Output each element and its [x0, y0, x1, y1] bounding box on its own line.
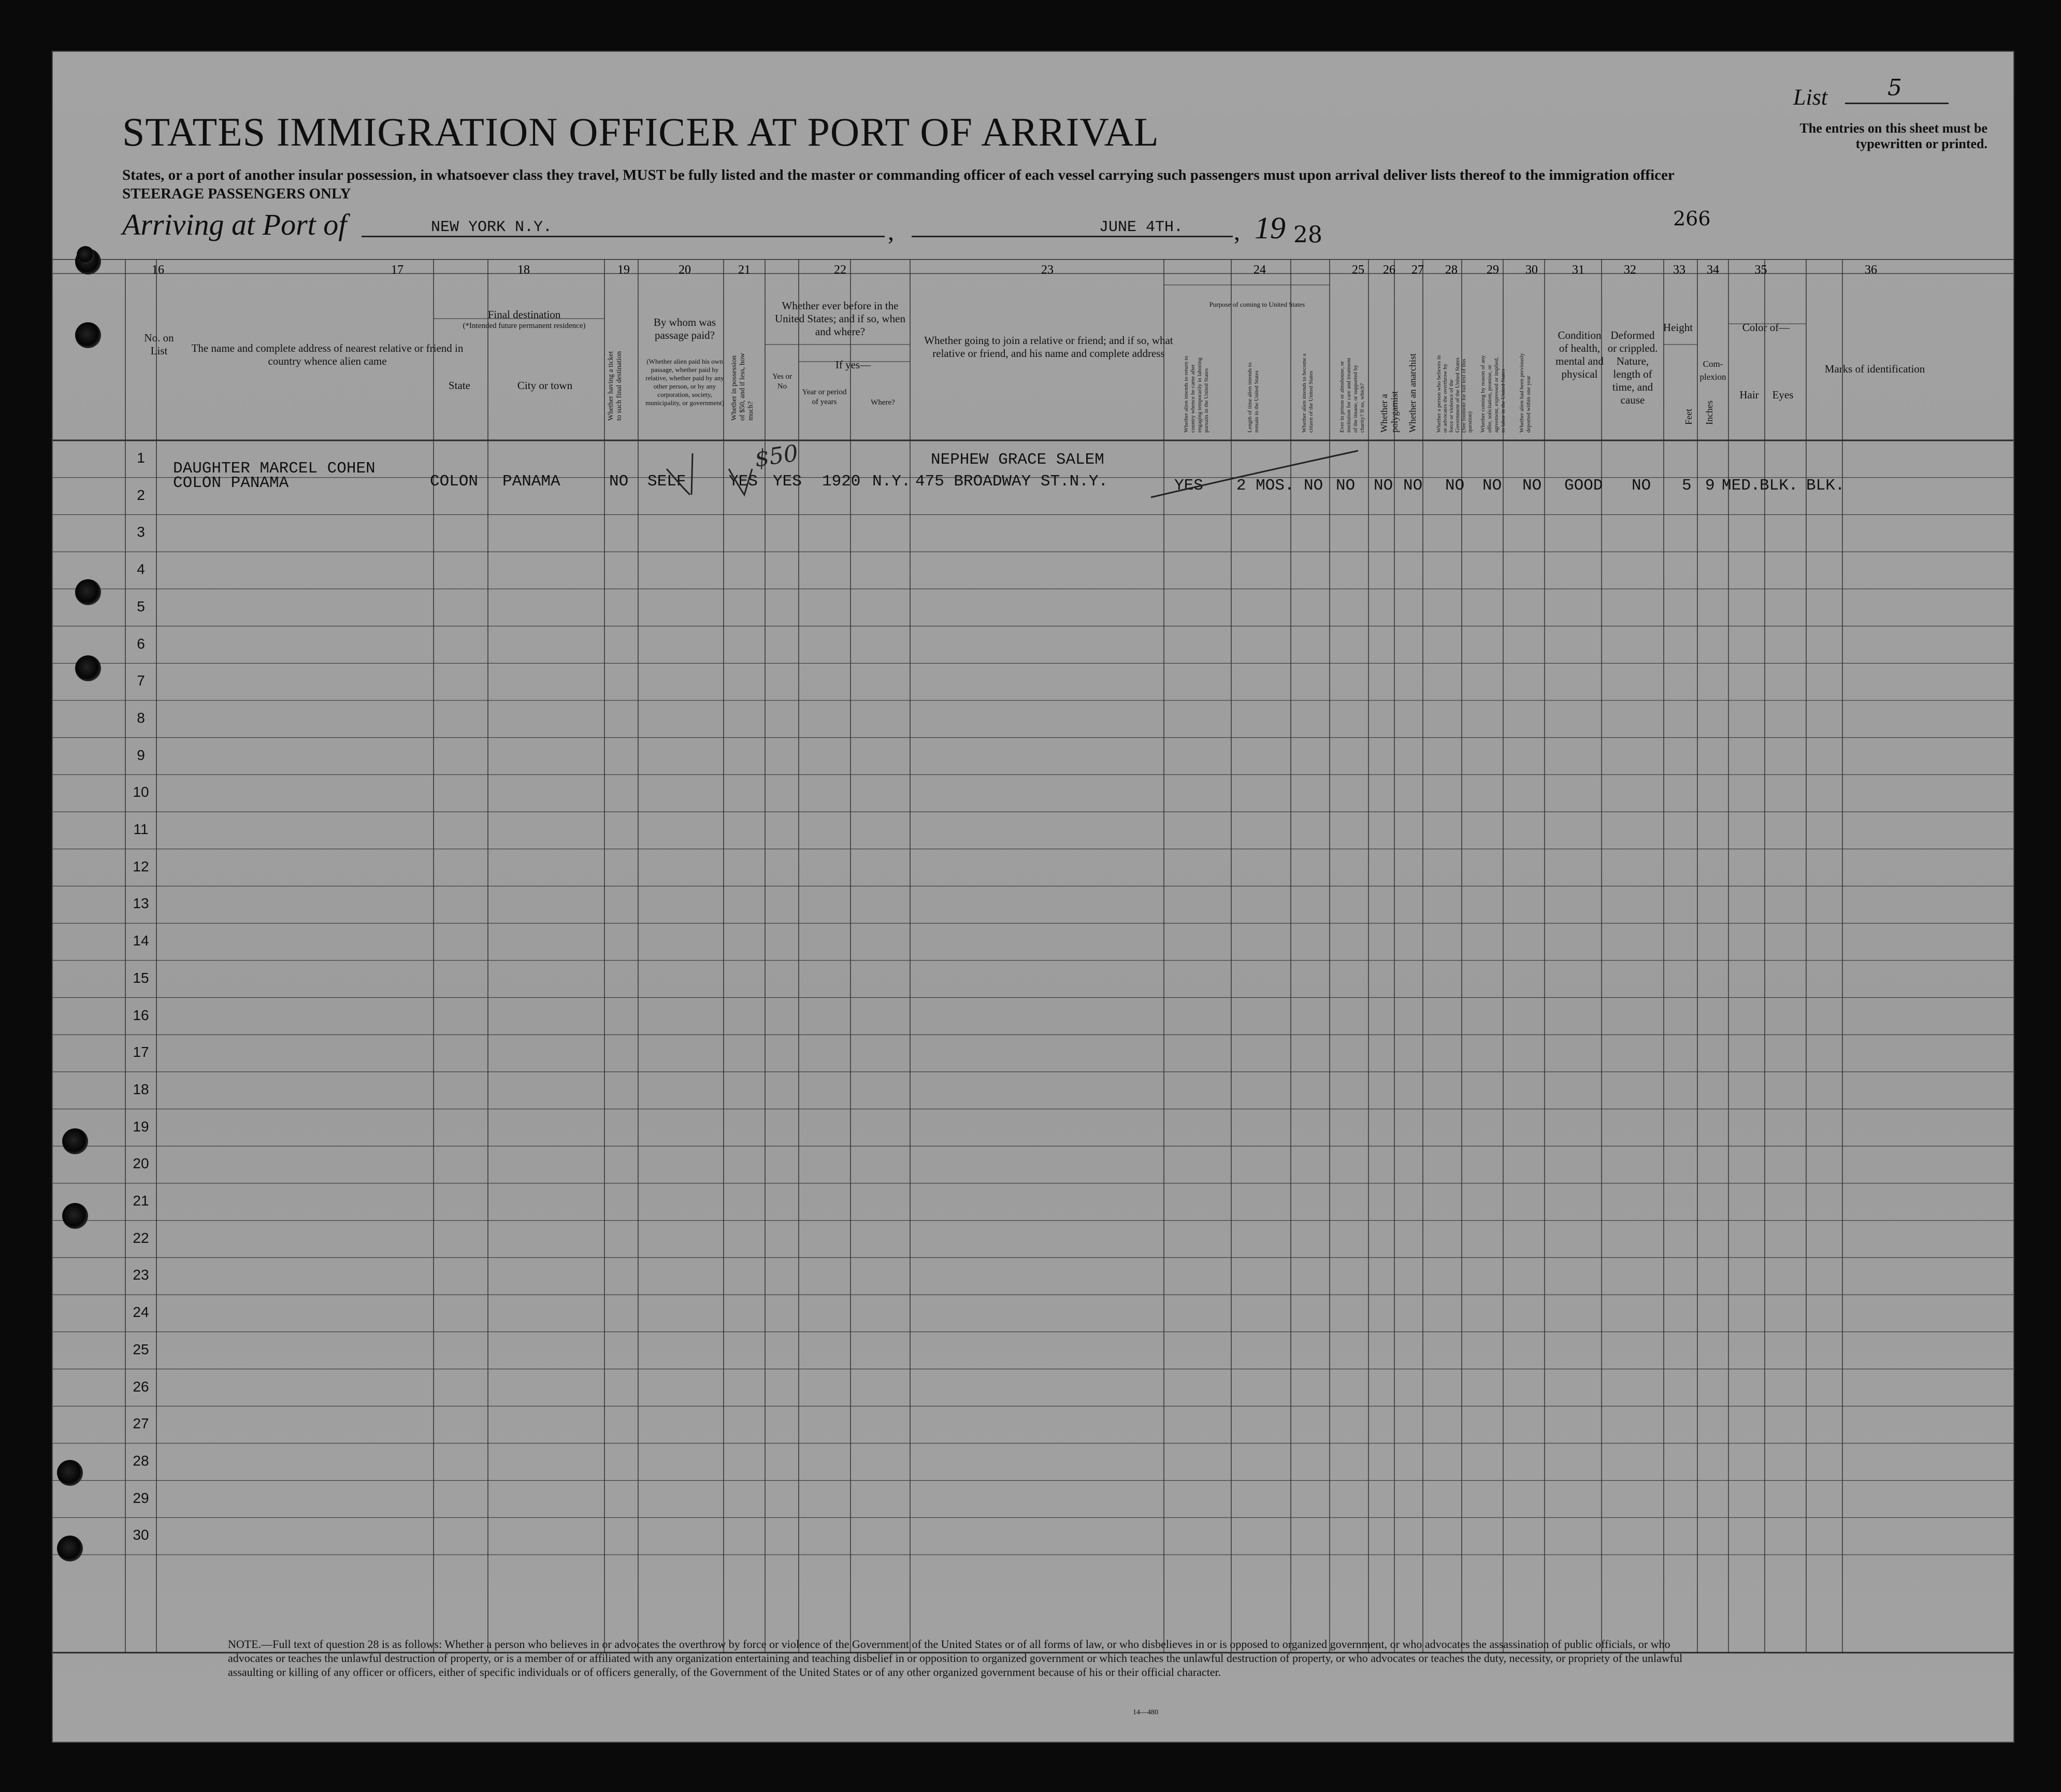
entry-relative-line1: DAUGHTER MARCEL COHEN	[173, 460, 376, 478]
col-num-24: 24	[1253, 263, 1266, 277]
col-num-20: 20	[679, 263, 691, 277]
check-stroke	[1146, 446, 1363, 508]
entry-length-of-stay: 2 MOS.	[1236, 477, 1294, 495]
row-number: 9	[137, 747, 145, 763]
entry-height-inches: 9	[1705, 477, 1715, 495]
header-purpose-return: Whether alien intends to return to country whence he came after engaging temporarily in laboring pursuits in the United States	[1183, 355, 1209, 433]
col-num-19: 19	[617, 263, 630, 277]
row-number: 26	[133, 1378, 149, 1395]
header-health: Condition of health, mental and physical	[1555, 329, 1604, 380]
row-number: 19	[133, 1118, 149, 1135]
row-number: 8	[137, 709, 145, 726]
comma: ,	[888, 218, 894, 246]
header-before-yesno: Yes or No	[772, 372, 792, 391]
entry-return-country: YES	[1174, 477, 1203, 495]
header-city: City or town	[517, 379, 573, 392]
row-number: 22	[133, 1229, 149, 1246]
binder-hole	[75, 579, 101, 605]
sheet-number: 266	[1673, 207, 1711, 230]
col-num-27: 27	[1411, 263, 1424, 277]
header-if-yes: If yes—	[835, 359, 871, 371]
header-ticket: Whether having a ticket to such final destination	[607, 351, 623, 421]
col-num-29: 29	[1487, 263, 1499, 277]
col-num-26: 26	[1383, 263, 1395, 277]
header-before-us: Whether ever before in the United States; and if so, when and where?	[775, 299, 905, 338]
entry-prison: NO	[1336, 477, 1356, 495]
entry-before-where: N.Y.	[872, 472, 911, 491]
footnote: NOTE.—Full text of question 28 is as follows: Whether a person who believes in or advocates the overthrow by force or violence of the Government of the United States or of all forms of law, or who disbelieves in or is opposed to organized government, or who advocates the assassination of public officials, or who advocates or teaches the unlawful destruction of property, or is a member of or affiliated with any organization entertaining and teaching disbelief in or opposition to organized government or which teaches the unlawful destruction of property, or who advocates or teaches the duty, necessity, or propriety of the unlawful assaulting or killing of any officer or officers, either of specific individuals or of officers generally, of the Government of the United States or of any other organized government because of his or their official character.	[228, 1638, 1683, 1679]
entry-labor-offer: NO	[1482, 477, 1502, 495]
col-num-33: 33	[1673, 263, 1685, 277]
row-number: 10	[133, 784, 149, 800]
header-prison: Ever in prison or almshouse, or institution for care and treatment of the insane, or supported by charity? If so, which?	[1339, 357, 1365, 433]
row-number: 18	[133, 1081, 149, 1097]
row-number: 16	[133, 1007, 149, 1023]
col-num-21: 21	[738, 263, 751, 277]
col-num-17: 17	[391, 263, 403, 277]
entry-citizen: NO	[1304, 477, 1323, 495]
header-passage-note: (Whether alien paid his own passage, whether paid by relative, whether paid by any other person, or by any corporation, society, municipality, or government)	[645, 357, 724, 407]
row-number: 1	[137, 450, 145, 466]
form-code: 14—480	[1133, 1709, 1158, 1716]
header-no-on-list: No. on List	[144, 332, 174, 357]
row-number: 12	[133, 858, 149, 875]
header-complexion: Com-plexion	[1699, 359, 1726, 382]
row-number: 28	[133, 1452, 149, 1469]
col-num-16: 16	[152, 263, 164, 277]
col-num-22: 22	[834, 263, 846, 277]
header-final-destination-note: (*Intended future permanent residence)	[463, 322, 586, 330]
entry-before-year: 1920	[822, 472, 861, 491]
row-number: 30	[133, 1527, 149, 1543]
entry-health: GOOD	[1564, 477, 1603, 495]
entry-polygamist: NO	[1374, 477, 1393, 495]
binder-hole	[62, 1203, 88, 1229]
entry-joining-line1: NEPHEW GRACE SALEM	[931, 451, 1104, 469]
header-nearest-relative: The name and complete address of nearest relative or friend in country whence alien came	[191, 342, 464, 367]
header-purpose-length: Length of time alien intends to remain in the United States	[1247, 362, 1260, 433]
entry-anarchist: NO	[1403, 477, 1423, 495]
header-overthrow: Whether a person who believes in or advocates the overthrow by force or violence of the Government of the United States (See footnote for full text of this question)	[1436, 355, 1473, 433]
header-joining: Whether going to join a relative or friend; and if so, what relative or friend, and his name and complete address	[924, 334, 1173, 360]
date-underline	[912, 236, 1233, 237]
row-number: 24	[133, 1304, 149, 1321]
col-num-34: 34	[1707, 263, 1719, 277]
row-number: 21	[133, 1193, 149, 1209]
header-color-of: Color of—	[1742, 321, 1790, 334]
header-marks: Marks of identification	[1824, 363, 1925, 375]
port-of-arrival: NEW YORK N.Y.	[431, 219, 553, 236]
instructions-text: States, or a port of another insular possession, in whatsoever class they travel, MUST be fully listed and the master or commanding officer of each vessel carrying such passengers must upon arrival deliver lists thereof to the immigration officer	[122, 167, 1675, 183]
page-title: STATES IMMIGRATION OFFICER AT PORT OF ARRIVAL	[122, 109, 1159, 154]
row-number: 14	[133, 933, 149, 949]
entry-ticket: NO	[609, 472, 629, 491]
list-number: 5	[1887, 75, 1902, 101]
binder-hole	[75, 322, 101, 348]
header-eyes: Eyes	[1772, 389, 1794, 401]
header-anarchist: Whether an anarchist	[1407, 353, 1418, 433]
entry-joining-line2: 475 BROADWAY ST.N.Y.	[915, 472, 1108, 491]
row-number: 27	[133, 1415, 149, 1432]
row-number: 2	[137, 486, 145, 503]
entry-deported: NO	[1522, 477, 1542, 495]
entry-hair: BLK.	[1760, 477, 1798, 495]
col-num-18: 18	[517, 263, 530, 277]
col-num-31: 31	[1572, 263, 1584, 277]
header-final-destination: Final destination	[487, 308, 561, 321]
col-num-32: 32	[1624, 263, 1636, 277]
col-num-30: 30	[1525, 263, 1538, 277]
header-polygamist: Whether a polygamist	[1379, 391, 1400, 433]
header-purpose: Purpose of coming to United States	[1209, 300, 1305, 308]
list-label: List	[1793, 84, 1828, 110]
list-underline	[1845, 103, 1949, 104]
row-number: 20	[133, 1155, 149, 1172]
header-before-year: Year or period of years	[802, 388, 847, 406]
col-num-23: 23	[1041, 263, 1054, 277]
entry-deformed: NO	[1632, 477, 1651, 495]
row-number: 3	[137, 524, 145, 540]
binder-hole	[75, 655, 101, 681]
header-deformed: Deformed or crippled. Nature, length of time, and cause	[1607, 329, 1658, 406]
arriving-label: Arriving at Port of	[122, 208, 347, 241]
comma: ,	[1234, 218, 1240, 246]
row-number: 7	[137, 672, 145, 689]
binder-hole	[62, 1128, 88, 1154]
header-state: State	[449, 379, 470, 392]
binder-hole-top	[77, 246, 94, 264]
row-number: 5	[137, 598, 145, 614]
row-number: 25	[133, 1341, 149, 1357]
header-labor-offer: Whether coming by reason of any offer, solicitation, promise, or agreement, expressed or implied, to labor in the United States	[1480, 355, 1506, 433]
header-purpose-citizen: Whether alien intends to become a citizen of the United States	[1301, 353, 1314, 433]
entries-note: The entries on this sheet must be typewritten or printed.	[1799, 121, 1987, 151]
row-number: 13	[133, 895, 149, 912]
entry-passage-paid: SELF	[647, 472, 686, 491]
binder-hole	[57, 1460, 83, 1486]
entry-before-in-us: YES	[773, 472, 802, 491]
row-number: 6	[137, 635, 145, 652]
header-height: Height	[1663, 321, 1693, 334]
row-number: 15	[133, 969, 149, 986]
entry-money: YES	[729, 472, 758, 491]
year-prefix: 19	[1255, 211, 1286, 245]
header-passage: By whom was passage paid?	[653, 316, 716, 341]
entry-overthrow: NO	[1445, 477, 1465, 495]
entry-complexion: MED.	[1722, 477, 1761, 495]
header-inches: Inches	[1704, 400, 1714, 425]
entry-relative-line2: COLON PANAMA	[173, 474, 289, 492]
entry-eyes: BLK.	[1806, 477, 1845, 495]
row-number: 29	[133, 1489, 149, 1506]
manifest-sheet	[52, 51, 2014, 1743]
header-deported: Whether alien had been previously deported within one year	[1519, 353, 1532, 433]
header-before-where: Where?	[871, 398, 895, 407]
entry-height-feet: 5	[1682, 477, 1692, 495]
header-hair: Hair	[1739, 389, 1759, 401]
row-number: 11	[133, 821, 149, 837]
entry-dest-city: PANAMA	[502, 472, 560, 491]
col-num-36: 36	[1865, 263, 1877, 277]
arrival-date: JUNE 4TH.	[1099, 219, 1184, 236]
header-feet: Feet	[1683, 409, 1694, 425]
row-number: 4	[137, 561, 145, 578]
entry-dest-state: COLON	[430, 472, 479, 491]
col-num-35: 35	[1754, 263, 1767, 277]
col-num-28: 28	[1445, 263, 1458, 277]
passenger-class: STEERAGE PASSENGERS ONLY	[122, 185, 351, 202]
col-num-25: 25	[1352, 263, 1364, 277]
row-number: 23	[133, 1267, 149, 1283]
row-number: 17	[133, 1044, 149, 1060]
header-money: Whether in possession of $50, and if less, how much?	[730, 352, 755, 421]
handwritten-money-amount: $50	[753, 440, 800, 472]
year-suffix: 28	[1293, 222, 1322, 248]
binder-hole	[57, 1536, 83, 1561]
